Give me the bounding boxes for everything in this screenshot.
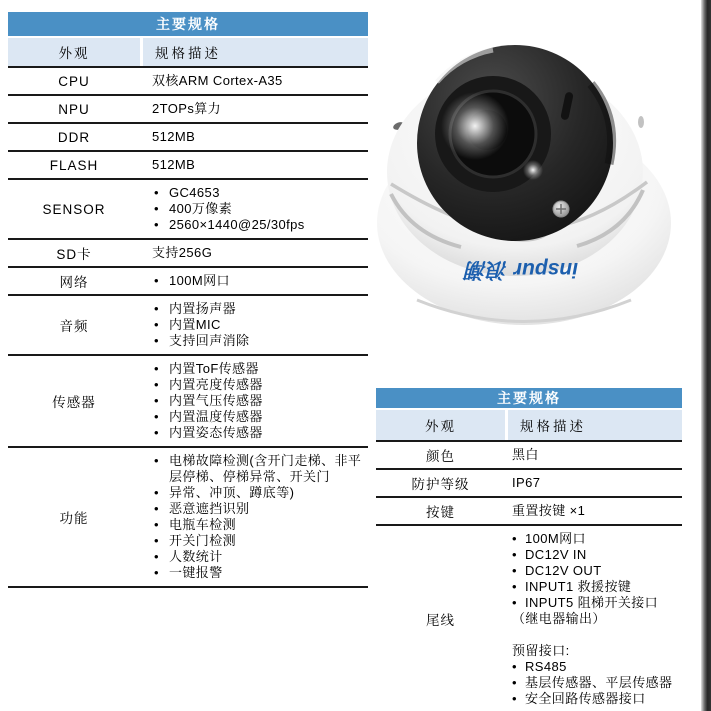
spec-text-line bbox=[512, 627, 680, 643]
spec-line-text: 安全回路传感器接口 bbox=[525, 691, 646, 706]
spec-bullet-line bbox=[512, 675, 680, 691]
spec-bullet-line bbox=[152, 393, 366, 409]
page-edge-strip bbox=[701, 0, 711, 711]
spec-label: CPU bbox=[58, 73, 90, 89]
spec-line-text: （继电器输出） bbox=[512, 611, 606, 626]
spec-line-text: GC4653 bbox=[169, 185, 220, 200]
spec-value bbox=[140, 296, 368, 354]
spec-bullet-line bbox=[152, 317, 366, 333]
spec-value bbox=[505, 470, 682, 496]
spec-line-text: 内置亮度传感器 bbox=[169, 377, 263, 392]
spec-text-line bbox=[512, 643, 680, 659]
spec-value bbox=[140, 152, 368, 178]
spec-bullet-line bbox=[152, 425, 366, 441]
spec-text-line bbox=[152, 157, 366, 173]
spec-value bbox=[140, 124, 368, 150]
spec-bullet-line bbox=[512, 595, 680, 611]
table-title: 主要规格 bbox=[8, 12, 368, 38]
bullet-icon: • bbox=[154, 333, 159, 348]
bullet-icon: • bbox=[154, 533, 159, 548]
spec-line-text: 黑白 bbox=[512, 447, 539, 462]
table-row bbox=[376, 442, 682, 470]
spec-line-text: 内置姿态传感器 bbox=[169, 425, 263, 440]
spec-value bbox=[140, 180, 368, 238]
spec-table-left bbox=[8, 12, 368, 588]
spec-text-line bbox=[512, 503, 680, 519]
spec-value bbox=[140, 240, 368, 266]
spec-text-line bbox=[152, 101, 366, 117]
table-row bbox=[8, 152, 368, 180]
spec-line-text: 100M网口 bbox=[169, 273, 230, 288]
spec-label: 网络 bbox=[59, 275, 89, 290]
spec-bullet-line bbox=[512, 563, 680, 579]
bullet-icon: • bbox=[512, 579, 517, 594]
column-header-appearance: 外观 bbox=[58, 46, 90, 61]
bullet-icon: • bbox=[512, 563, 517, 578]
spec-value bbox=[140, 448, 368, 586]
bullet-icon: • bbox=[154, 549, 159, 564]
bullet-icon: • bbox=[154, 517, 159, 532]
spec-line-text: 内置温度传感器 bbox=[169, 409, 263, 424]
spec-line-text: 电梯故障检测(含开门走梯、非平层停梯、停梯异常、开关门 bbox=[169, 453, 362, 484]
spec-line-text: 支持回声消除 bbox=[169, 333, 250, 348]
table-row bbox=[8, 296, 368, 356]
table-row bbox=[8, 68, 368, 96]
spec-label: FLASH bbox=[49, 157, 99, 173]
dome-camera-illustration bbox=[375, 42, 675, 332]
table-row bbox=[8, 240, 368, 268]
spec-line-text: 双核ARM Cortex-A35 bbox=[152, 73, 283, 88]
table-row bbox=[376, 498, 682, 526]
bullet-icon: • bbox=[154, 501, 159, 516]
spec-line-text: RS485 bbox=[525, 659, 567, 674]
spec-line-text: 异常、冲顶、蹲底等) bbox=[169, 485, 295, 500]
column-header-appearance: 外观 bbox=[425, 419, 456, 434]
spec-line-text: 恶意遮挡识别 bbox=[169, 501, 250, 516]
spec-label: 功能 bbox=[59, 511, 89, 526]
spec-bullet-line bbox=[152, 549, 366, 565]
table-row bbox=[8, 448, 368, 588]
spec-line-text: 基层传感器、平层传感器 bbox=[525, 675, 673, 690]
spec-value bbox=[140, 356, 368, 446]
spec-label: 传感器 bbox=[52, 395, 96, 410]
spec-line-text: 2TOPs算力 bbox=[152, 101, 222, 116]
spec-bullet-line bbox=[152, 565, 366, 581]
table-row bbox=[8, 96, 368, 124]
spec-line-text: 电瓶车检测 bbox=[169, 517, 237, 532]
bullet-icon: • bbox=[512, 675, 517, 690]
spec-line-text bbox=[512, 627, 680, 643]
spec-bullet-line bbox=[152, 333, 366, 349]
bullet-icon: • bbox=[154, 217, 159, 232]
spec-label: 颜色 bbox=[426, 449, 455, 464]
spec-bullet-line bbox=[512, 547, 680, 563]
spec-bullet-line bbox=[152, 453, 366, 485]
spec-bullet-line bbox=[152, 361, 366, 377]
spec-line-text: 内置ToF传感器 bbox=[169, 361, 259, 376]
spec-bullet-line bbox=[152, 217, 366, 233]
bullet-icon: • bbox=[154, 361, 159, 376]
spec-line-text: 512MB bbox=[152, 157, 196, 172]
spec-text-line bbox=[512, 611, 680, 627]
spec-bullet-line bbox=[512, 531, 680, 547]
spec-line-text: 预留接口: bbox=[512, 643, 570, 658]
spec-line-text: 开关门检测 bbox=[169, 533, 237, 548]
table-body bbox=[376, 442, 682, 711]
spec-line-text: IP67 bbox=[512, 475, 541, 490]
column-header-description: 规格描述 bbox=[140, 38, 368, 66]
spec-value bbox=[505, 442, 682, 468]
inspur-logo: inspur 浪潮 bbox=[465, 258, 579, 281]
spec-bullet-line bbox=[152, 185, 366, 201]
spec-label: DDR bbox=[57, 129, 91, 145]
spec-bullet-line bbox=[152, 485, 366, 501]
spec-value bbox=[140, 268, 368, 294]
bullet-icon: • bbox=[154, 185, 159, 200]
spec-bullet-line bbox=[152, 517, 366, 533]
spec-bullet-line bbox=[152, 409, 366, 425]
spec-line-text: 支持256G bbox=[152, 245, 213, 260]
spec-line-text: 2560×1440@25/30fps bbox=[169, 217, 305, 232]
bullet-icon: • bbox=[154, 317, 159, 332]
spec-bullet-line bbox=[152, 533, 366, 549]
table-row bbox=[376, 526, 682, 711]
spec-text-line bbox=[512, 475, 680, 491]
screw-icon bbox=[553, 201, 569, 217]
spec-text-line bbox=[152, 73, 366, 89]
spec-line-text: 内置扬声器 bbox=[169, 301, 237, 316]
spec-bullet-line bbox=[152, 377, 366, 393]
spec-bullet-line bbox=[512, 579, 680, 595]
spec-label: 按键 bbox=[426, 505, 455, 520]
bullet-icon: • bbox=[512, 659, 517, 674]
bullet-icon: • bbox=[154, 301, 159, 316]
spec-label: SD卡 bbox=[56, 247, 92, 262]
bullet-icon: • bbox=[154, 409, 159, 424]
table-title: 主要规格 bbox=[376, 388, 682, 410]
spec-table-right bbox=[376, 388, 682, 711]
spec-value bbox=[505, 498, 682, 524]
spec-label: NPU bbox=[58, 101, 90, 117]
bullet-icon: • bbox=[512, 595, 517, 610]
spec-line-text: 内置MIC bbox=[169, 317, 221, 332]
spec-bullet-line bbox=[512, 691, 680, 707]
spec-line-text: DC12V OUT bbox=[525, 563, 602, 578]
spec-label: 音频 bbox=[59, 319, 89, 334]
spec-label: SENSOR bbox=[42, 201, 106, 217]
table-subheader bbox=[376, 410, 682, 442]
bullet-icon: • bbox=[154, 425, 159, 440]
spec-line-text: 512MB bbox=[152, 129, 196, 144]
camera-lens bbox=[435, 76, 551, 192]
table-row bbox=[8, 356, 368, 448]
spec-text-line bbox=[152, 129, 366, 145]
spec-text-line bbox=[512, 447, 680, 463]
table-row bbox=[376, 470, 682, 498]
table-row bbox=[8, 268, 368, 296]
bullet-icon: • bbox=[154, 565, 159, 580]
spec-line-text: 100M网口 bbox=[525, 531, 586, 546]
bullet-icon: • bbox=[512, 547, 517, 562]
dome-camera-image bbox=[375, 42, 675, 332]
spec-line-text: 400万像素 bbox=[169, 201, 233, 216]
spec-line-text: 一键报警 bbox=[169, 565, 223, 580]
spec-line-text: 内置气压传感器 bbox=[169, 393, 263, 408]
spec-bullet-line bbox=[152, 273, 366, 289]
spec-value bbox=[505, 526, 682, 711]
spec-label: 防护等级 bbox=[411, 477, 470, 492]
column-header-description: 规格描述 bbox=[505, 410, 682, 440]
table-row bbox=[8, 180, 368, 240]
spec-bullet-line bbox=[152, 501, 366, 517]
table-body bbox=[8, 68, 368, 588]
table-row bbox=[8, 124, 368, 152]
spec-bullet-line bbox=[152, 301, 366, 317]
bullet-icon: • bbox=[154, 393, 159, 408]
spec-label: 尾线 bbox=[426, 613, 455, 628]
bullet-icon: • bbox=[154, 377, 159, 392]
spec-text-line bbox=[152, 245, 366, 261]
spec-value bbox=[140, 68, 368, 94]
bullet-icon: • bbox=[512, 531, 517, 546]
bullet-icon: • bbox=[154, 453, 159, 468]
spec-line-text: DC12V IN bbox=[525, 547, 587, 562]
spec-bullet-line bbox=[512, 659, 680, 675]
bullet-icon: • bbox=[154, 273, 159, 288]
bullet-icon: • bbox=[154, 485, 159, 500]
spec-line-text: INPUT5 阻梯开关接口 bbox=[525, 595, 659, 610]
table-subheader bbox=[8, 38, 368, 68]
spec-line-text: INPUT1 救援按键 bbox=[525, 579, 632, 594]
spec-line-text: 人数统计 bbox=[169, 549, 223, 564]
spec-bullet-line bbox=[152, 201, 366, 217]
spec-value bbox=[140, 96, 368, 122]
bullet-icon: • bbox=[154, 201, 159, 216]
spec-line-text: 重置按键 ×1 bbox=[512, 503, 586, 518]
bullet-icon: • bbox=[512, 691, 517, 706]
